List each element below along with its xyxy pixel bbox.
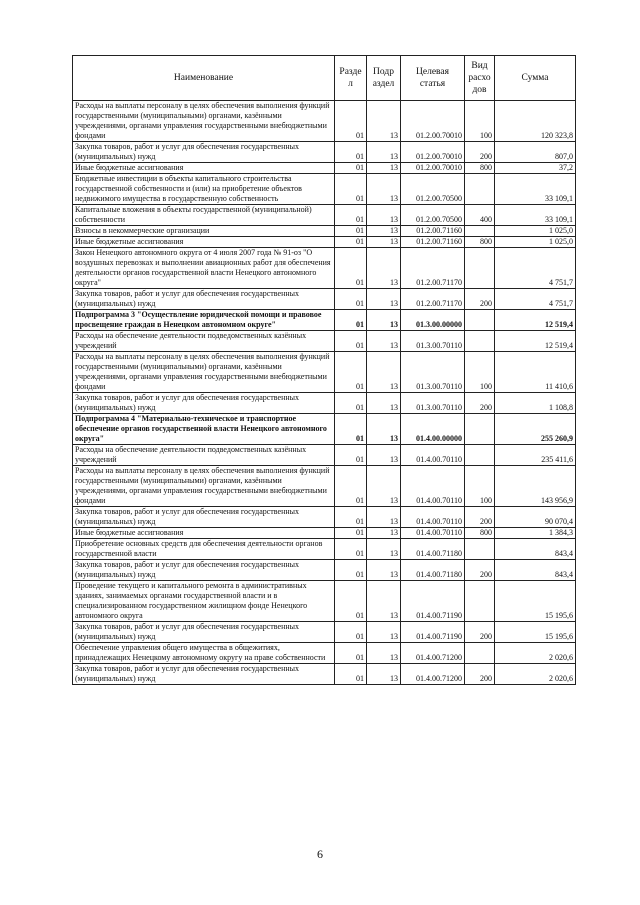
row-podrazdel: 13 [367,393,401,414]
table-row [73,643,576,664]
row-article: 01.2.00.70010 [401,142,465,163]
row-razdel: 01 [335,539,367,560]
row-sum: 235 411,6 [495,445,576,466]
row-vid: 200 [465,507,495,528]
row-vid [465,581,495,622]
row-podrazdel: 13 [367,205,401,226]
row-razdel: 01 [335,643,367,664]
table-row [73,393,576,414]
table-row [73,142,576,163]
row-vid [465,414,495,445]
row-sum: 33 109,1 [495,205,576,226]
row-article: 01.2.00.71160 [401,226,465,237]
row-podrazdel: 13 [367,581,401,622]
row-razdel: 01 [335,581,367,622]
row-sum: 843,4 [495,539,576,560]
row-name: Подпрограмма 4 "Материально-техническое и транспортное обеспечение органов государственной власти Ненецкого автономного округа" [73,414,335,445]
row-podrazdel: 13 [367,643,401,664]
row-sum: 4 751,7 [495,248,576,289]
row-sum: 1 108,8 [495,393,576,414]
row-name: Проведение текущего и капитального ремонта в административных зданиях, занимаемых органами государственной власти и в специализированном государственном жилищном фонде Ненецкого автономного округа [73,581,335,622]
row-name: Расходы на обеспечение деятельности подведомственных казённых учреждений [73,331,335,352]
table-row [73,560,576,581]
row-name: Приобретение основных средств для обеспечения деятельности органов государственной власти [73,539,335,560]
row-vid [465,310,495,331]
row-article: 01.2.00.71170 [401,248,465,289]
row-article: 01.3.00.70110 [401,393,465,414]
table-row [73,226,576,237]
table-row [73,528,576,539]
row-razdel: 01 [335,237,367,248]
table-row [73,539,576,560]
table-row [73,205,576,226]
row-vid: 400 [465,205,495,226]
row-razdel: 01 [335,560,367,581]
row-podrazdel: 13 [367,248,401,289]
row-razdel: 01 [335,289,367,310]
table-row [73,507,576,528]
row-razdel: 01 [335,466,367,507]
row-article: 01.4.00.70110 [401,507,465,528]
row-podrazdel: 13 [367,528,401,539]
row-name: Капитальные вложения в объекты государственной (муниципальной) собственности [73,205,335,226]
row-name: Закупка товаров, работ и услуг для обеспечения государственных (муниципальных) нужд [73,507,335,528]
row-article: 01.4.00.71190 [401,581,465,622]
row-name: Закупка товаров, работ и услуг для обеспечения государственных (муниципальных) нужд [73,289,335,310]
row-podrazdel: 13 [367,237,401,248]
row-razdel: 01 [335,664,367,685]
row-sum: 843,4 [495,560,576,581]
table-row [73,352,576,393]
row-vid: 200 [465,622,495,643]
row-vid: 100 [465,101,495,142]
row-razdel: 01 [335,528,367,539]
row-razdel: 01 [335,174,367,205]
row-sum: 15 195,6 [495,581,576,622]
table-row [73,581,576,622]
table-row [73,664,576,685]
row-razdel: 01 [335,101,367,142]
row-sum: 2 020,6 [495,643,576,664]
table-row [73,289,576,310]
row-podrazdel: 13 [367,560,401,581]
row-sum: 12 519,4 [495,331,576,352]
table-row [73,163,576,174]
table-row [73,310,576,331]
row-article: 01.2.00.70500 [401,174,465,205]
table-row [73,101,576,142]
row-razdel: 01 [335,352,367,393]
row-vid [465,445,495,466]
table-row [73,622,576,643]
row-sum: 37,2 [495,163,576,174]
row-article: 01.4.00.70110 [401,528,465,539]
row-sum: 12 519,4 [495,310,576,331]
row-article: 01.2.00.70010 [401,163,465,174]
budget-table [72,55,576,685]
row-razdel: 01 [335,142,367,163]
row-vid: 100 [465,466,495,507]
row-vid: 100 [465,352,495,393]
row-sum: 15 195,6 [495,622,576,643]
row-name: Обеспечение управления общего имущества в общежитиях, принадлежащих Ненецкому автономному округу на праве собственности [73,643,335,664]
row-name: Бюджетные инвестиции в объекты капитального строительства государственной собственности и (или) на приобретение объектов недвижимого имущества в государственную собственность [73,174,335,205]
row-article: 01.3.00.70110 [401,331,465,352]
row-podrazdel: 13 [367,539,401,560]
row-name: Подпрограмма 3 "Осуществление юридической помощи и правовое просвещение граждан в Ненецком автономном округе" [73,310,335,331]
row-article: 01.4.00.71200 [401,643,465,664]
row-name: Закупка товаров, работ и услуг для обеспечения государственных (муниципальных) нужд [73,622,335,643]
row-podrazdel: 13 [367,142,401,163]
row-name: Закупка товаров, работ и услуг для обеспечения государственных (муниципальных) нужд [73,142,335,163]
row-article: 01.2.00.70500 [401,205,465,226]
row-sum: 4 751,7 [495,289,576,310]
row-vid [465,643,495,664]
row-razdel: 01 [335,445,367,466]
row-name: Закупка товаров, работ и услуг для обеспечения государственных (муниципальных) нужд [73,393,335,414]
row-razdel: 01 [335,248,367,289]
row-vid: 200 [465,560,495,581]
row-sum: 143 956,9 [495,466,576,507]
row-podrazdel: 13 [367,174,401,205]
row-name: Расходы на выплаты персоналу в целях обеспечения выполнения функций государственными (муниципальными) органами, казёнными учреждениями, органами управления государственными внебюджетными фондами [73,352,335,393]
row-sum: 33 109,1 [495,174,576,205]
row-podrazdel: 13 [367,226,401,237]
row-name: Расходы на обеспечение деятельности подведомственных казённых учреждений [73,445,335,466]
row-razdel: 01 [335,622,367,643]
row-vid: 200 [465,142,495,163]
row-podrazdel: 13 [367,664,401,685]
row-article: 01.4.00.71190 [401,622,465,643]
row-sum: 90 070,4 [495,507,576,528]
row-article: 01.4.00.71200 [401,664,465,685]
row-vid [465,174,495,205]
row-article: 01.4.00.71180 [401,560,465,581]
row-podrazdel: 13 [367,507,401,528]
row-name: Иные бюджетные ассигнования [73,163,335,174]
row-name: Закон Ненецкого автономного округа от 4 июля 2007 года № 91-оз "О воздушных перевозках и выполнении авиационных работ для обеспечения деятельности органов государственной власти Ненецкого автономного округа" [73,248,335,289]
row-razdel: 01 [335,414,367,445]
table-row [73,466,576,507]
page-number: 6 [317,847,323,861]
row-sum: 807,0 [495,142,576,163]
row-vid: 800 [465,163,495,174]
table-row [73,414,576,445]
row-razdel: 01 [335,331,367,352]
row-podrazdel: 13 [367,310,401,331]
row-sum: 1 025,0 [495,237,576,248]
row-article: 01.2.00.71160 [401,237,465,248]
header-razdel: Разде л [335,56,367,101]
row-vid [465,539,495,560]
table-row [73,445,576,466]
row-sum: 1 384,3 [495,528,576,539]
row-vid: 800 [465,528,495,539]
row-razdel: 01 [335,163,367,174]
header-vid: Вид расхо дов [465,56,495,101]
row-article: 01.3.00.70110 [401,352,465,393]
row-podrazdel: 13 [367,352,401,393]
table-row [73,331,576,352]
row-article: 01.4.00.70110 [401,445,465,466]
row-razdel: 01 [335,226,367,237]
row-sum: 255 260,9 [495,414,576,445]
row-sum: 11 410,6 [495,352,576,393]
row-name: Взносы в некоммерческие организации [73,226,335,237]
row-vid: 800 [465,237,495,248]
row-podrazdel: 13 [367,163,401,174]
row-sum: 120 323,8 [495,101,576,142]
row-article: 01.2.00.70010 [401,101,465,142]
row-article: 01.4.00.70110 [401,466,465,507]
row-article: 01.4.00.00000 [401,414,465,445]
row-podrazdel: 13 [367,622,401,643]
row-article: 01.3.00.00000 [401,310,465,331]
row-vid: 200 [465,289,495,310]
table-header-row [73,56,576,101]
header-sum: Сумма [495,56,576,101]
header-name: Наименование [73,56,335,101]
row-name: Иные бюджетные ассигнования [73,237,335,248]
row-article: 01.2.00.71170 [401,289,465,310]
table-row [73,174,576,205]
row-name: Закупка товаров, работ и услуг для обеспечения государственных (муниципальных) нужд [73,560,335,581]
table-row [73,248,576,289]
header-article: Целевая статья [401,56,465,101]
row-name: Иные бюджетные ассигнования [73,528,335,539]
row-vid [465,248,495,289]
row-podrazdel: 13 [367,466,401,507]
row-sum: 1 025,0 [495,226,576,237]
row-podrazdel: 13 [367,101,401,142]
row-podrazdel: 13 [367,289,401,310]
row-sum: 2 020,6 [495,664,576,685]
row-razdel: 01 [335,507,367,528]
row-podrazdel: 13 [367,445,401,466]
row-razdel: 01 [335,205,367,226]
row-razdel: 01 [335,310,367,331]
table-body [73,101,576,685]
row-vid [465,331,495,352]
header-podrazdel: Подр аздел [367,56,401,101]
row-name: Расходы на выплаты персоналу в целях обеспечения выполнения функций государственными (муниципальными) органами, казёнными учреждениями, органами управления государственными внебюджетными фондами [73,466,335,507]
row-vid: 200 [465,664,495,685]
row-vid: 200 [465,393,495,414]
row-podrazdel: 13 [367,414,401,445]
row-vid [465,226,495,237]
row-article: 01.4.00.71180 [401,539,465,560]
row-podrazdel: 13 [367,331,401,352]
row-name: Закупка товаров, работ и услуг для обеспечения государственных (муниципальных) нужд [73,664,335,685]
row-razdel: 01 [335,393,367,414]
row-name: Расходы на выплаты персоналу в целях обеспечения выполнения функций государственными (муниципальными) органами, казёнными учреждениями, органами управления государственными внебюджетными фондами [73,101,335,142]
table-row [73,237,576,248]
